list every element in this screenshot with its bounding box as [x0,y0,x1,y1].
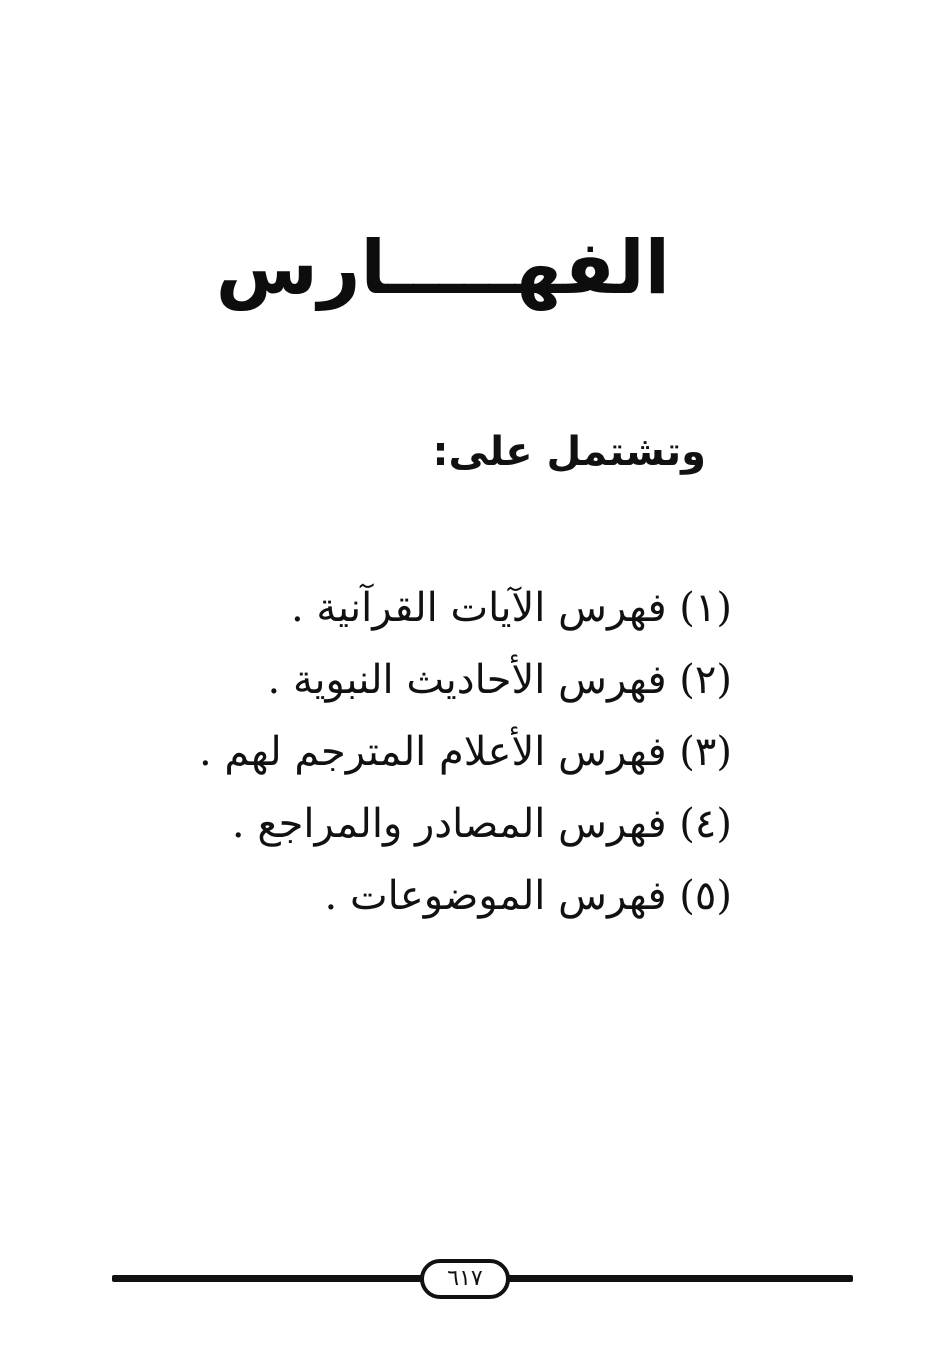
list-item: (٢) فهرس الأحاديث النبوية . [267,657,732,703]
intro-text: وتشتمل على: [432,429,706,475]
page-number: ٦١٧ [420,1259,510,1299]
list-item: (٥) فهرس الموضوعات . [324,873,732,919]
footer-divider-left [112,1275,430,1282]
list-item: (١) فهرس الآيات القرآنية . [291,585,732,631]
list-item: (٣) فهرس الأعلام المترجم لهم . [198,729,732,775]
footer-divider-right [508,1275,853,1282]
list-item: (٤) فهرس المصادر والمراجع . [231,801,732,847]
page-title: الفهـــــارس [215,225,670,311]
index-list [199,572,732,932]
